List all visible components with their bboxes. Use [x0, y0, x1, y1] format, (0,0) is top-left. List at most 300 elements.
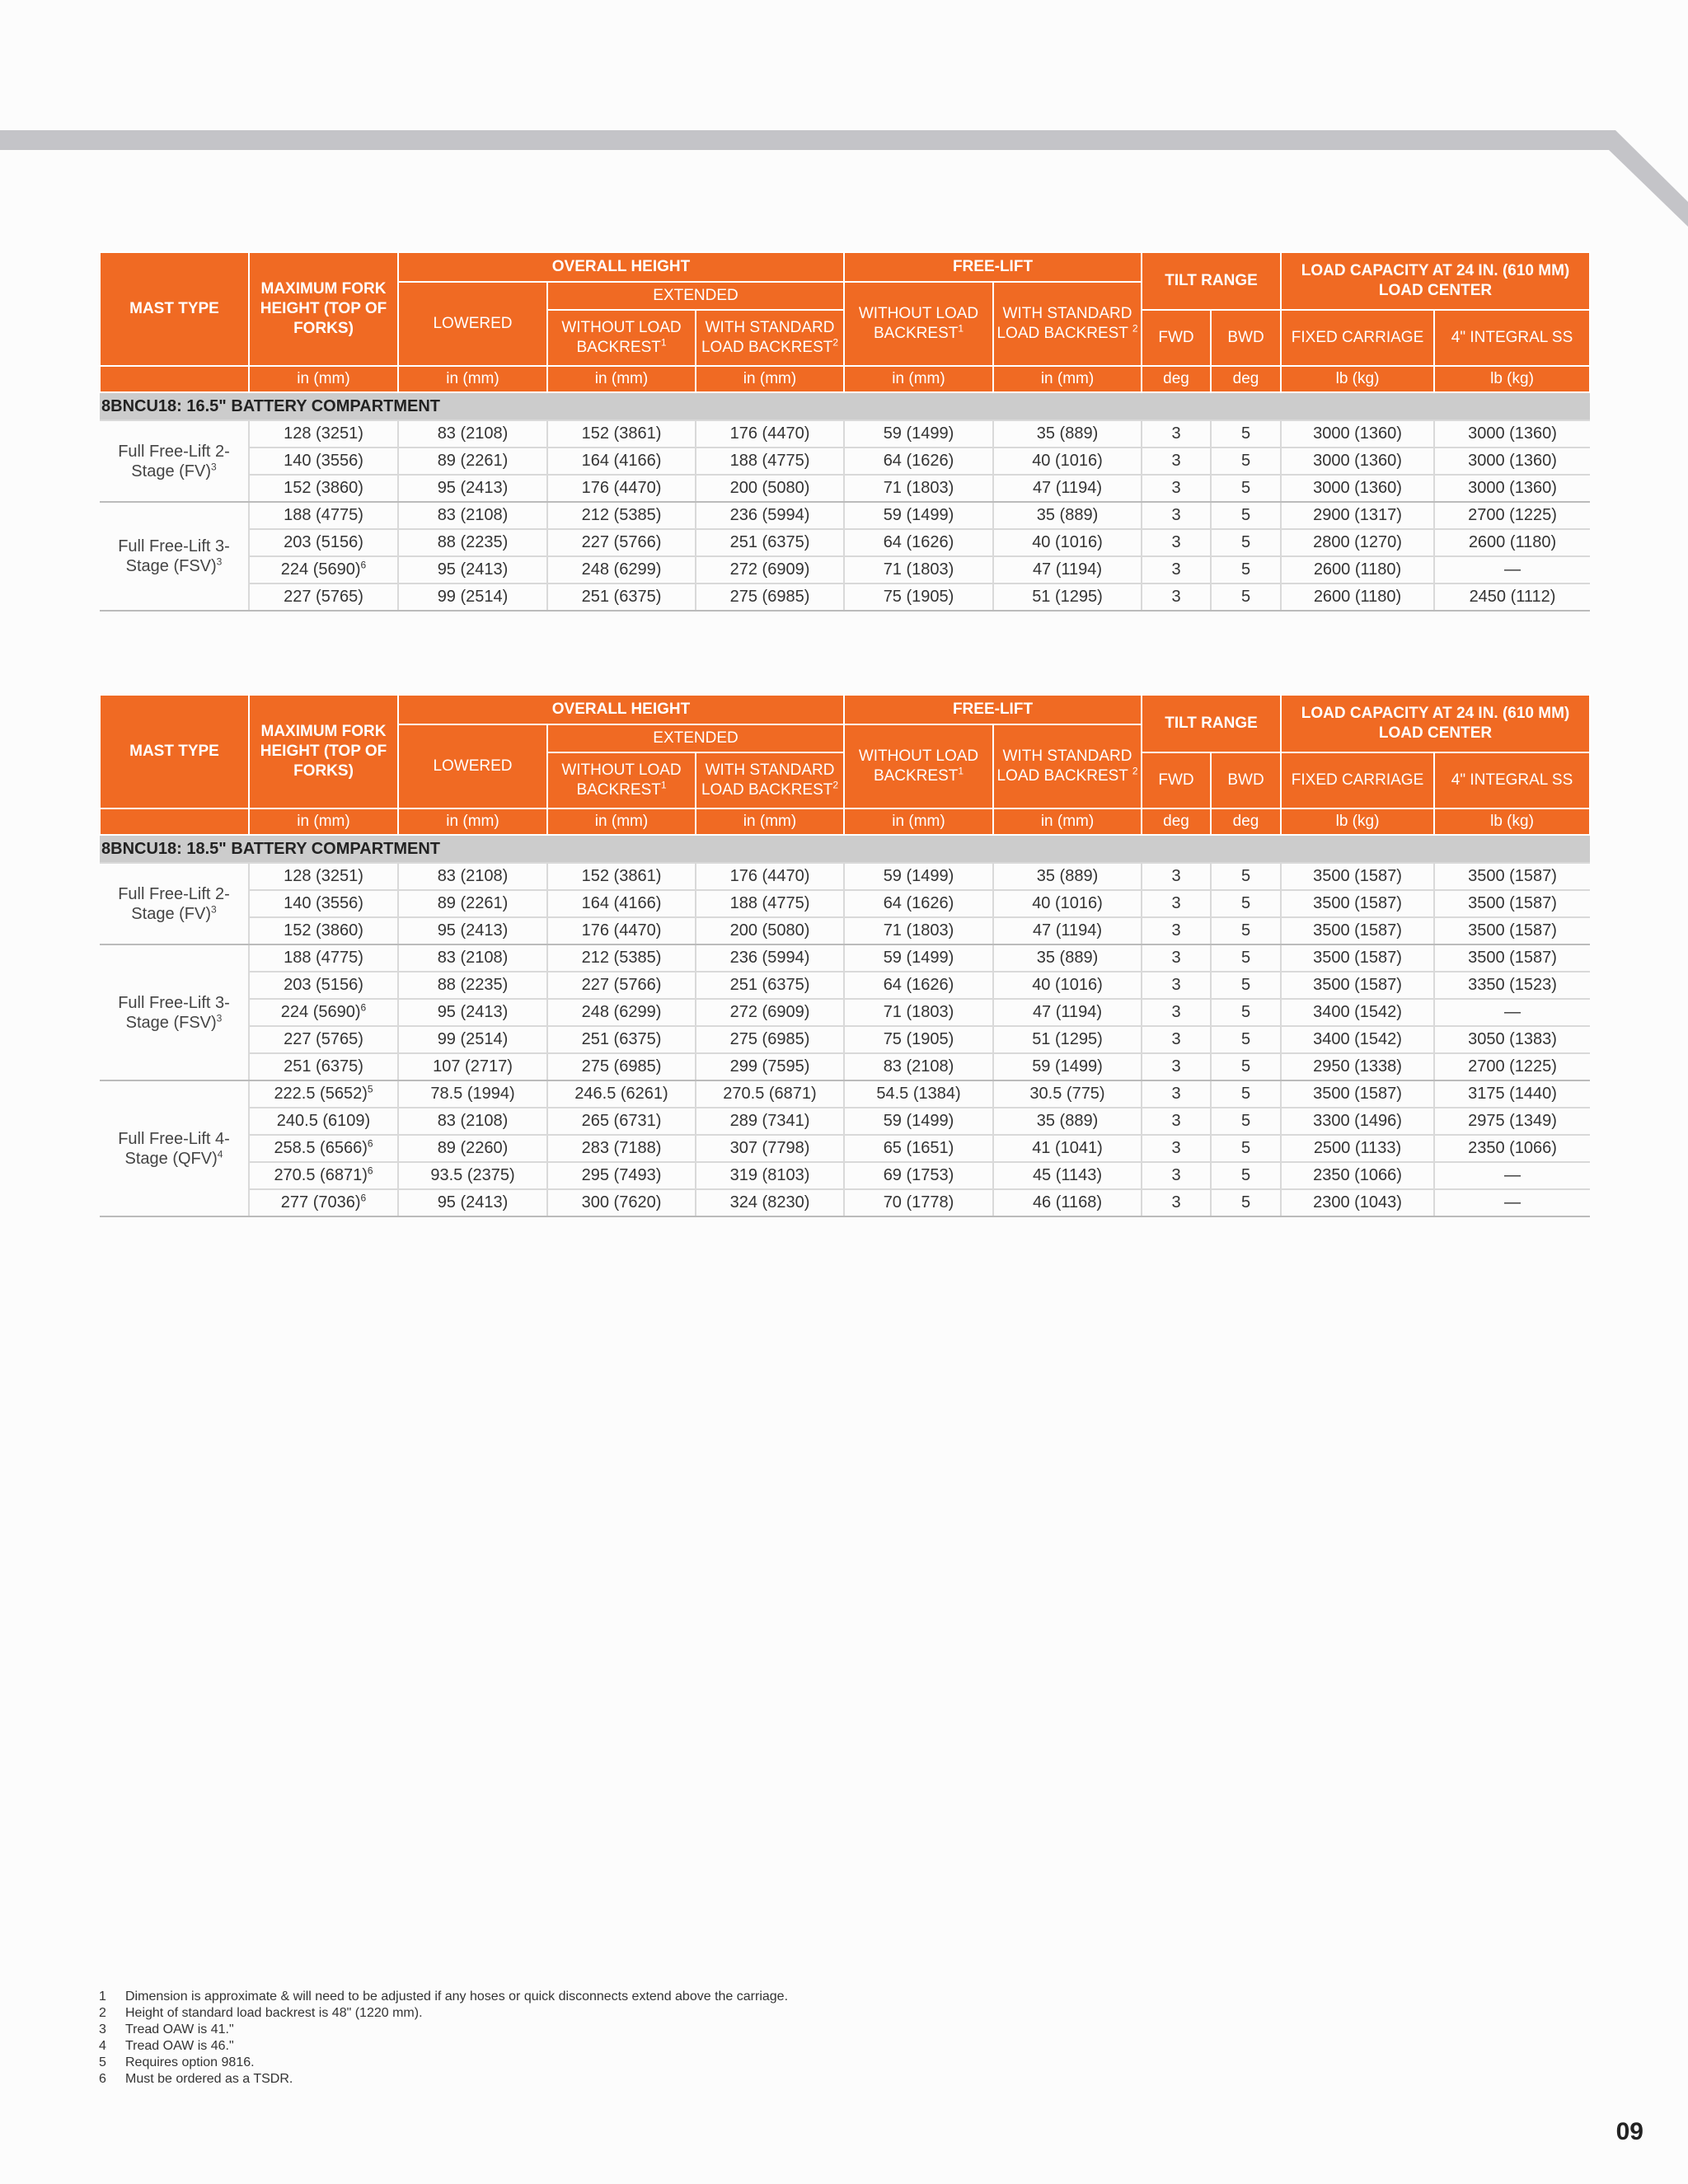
col-integral-ss: 4" INTEGRAL SS	[1434, 752, 1590, 808]
cell-value: 59 (1499)	[883, 1112, 954, 1130]
col-without-backrest	[547, 752, 696, 808]
table-cell	[1281, 529, 1434, 556]
table-cell	[993, 1162, 1142, 1189]
col-free-lift: FREE-LIFT	[844, 252, 1142, 282]
table-cell	[993, 890, 1142, 917]
unit-cell: deg	[1142, 808, 1211, 835]
table-cell	[398, 556, 547, 583]
cell-value: 59 (1499)	[883, 424, 954, 443]
col-fl-with-backrest	[993, 724, 1142, 808]
table-cell	[1434, 556, 1590, 583]
table-cell	[1281, 475, 1434, 502]
cell-value: 128 (3251)	[284, 424, 363, 443]
table-cell	[1434, 1080, 1590, 1108]
footnotes	[99, 1989, 1088, 2088]
col-fl-without-backrest	[844, 282, 993, 366]
footnote-ref: 1	[660, 779, 667, 791]
cell-value: 3	[1171, 588, 1181, 606]
col-load-capacity: LOAD CAPACITY AT 24 IN. (610 MM) LOAD CENTER	[1281, 695, 1590, 752]
table-cell	[696, 944, 844, 972]
cell-value: 224 (5690)	[280, 560, 361, 579]
cell-value: 2300 (1043)	[1313, 1193, 1402, 1212]
cell-value: 212 (5385)	[581, 949, 662, 967]
table-cell	[1142, 583, 1211, 611]
table-row	[100, 863, 1590, 890]
cell-value: 227 (5766)	[581, 976, 662, 994]
cell-value: 3	[1171, 949, 1181, 967]
cell-value: 95 (2413)	[437, 560, 509, 579]
cell-value: 41 (1041)	[1032, 1139, 1103, 1157]
table-cell	[1281, 1053, 1434, 1080]
table-cell	[398, 1080, 547, 1108]
table-cell	[844, 502, 993, 529]
col-fwd: FWD	[1142, 310, 1211, 366]
table-cell	[993, 944, 1142, 972]
cell-value: 89 (2261)	[437, 894, 509, 912]
col-fl-without-label: WITHOUT LOAD BACKREST	[858, 305, 979, 342]
table-cell	[1211, 1162, 1281, 1189]
table-cell	[547, 556, 696, 583]
table-cell	[1434, 999, 1590, 1026]
cell-value: 30.5 (775)	[1029, 1085, 1105, 1103]
mast-type-label: Full Free-Lift 4-Stage (QFV)	[118, 1129, 230, 1168]
cell-value: 65 (1651)	[883, 1139, 954, 1157]
table-cell	[844, 529, 993, 556]
cell-value: 270.5 (6871)	[723, 1085, 817, 1103]
spec-table-16-5	[99, 251, 1591, 612]
cell-value: 59 (1499)	[883, 506, 954, 524]
unit-cell: in (mm)	[398, 808, 547, 835]
table-cell	[547, 917, 696, 944]
mast-type-cell	[100, 944, 249, 1080]
table-cell	[1142, 917, 1211, 944]
table-row	[100, 556, 1590, 583]
col-mast-type: MAST TYPE	[100, 252, 249, 366]
col-bwd: BWD	[1211, 752, 1281, 808]
table-cell	[844, 448, 993, 475]
cell-value: 71 (1803)	[883, 1003, 954, 1021]
table-cell	[1434, 529, 1590, 556]
table-cell	[547, 529, 696, 556]
table-cell	[249, 1108, 398, 1135]
cell-value: 258.5 (6566)	[274, 1139, 368, 1157]
cell-value: 5	[1240, 1112, 1251, 1130]
table-cell	[1281, 999, 1434, 1026]
footnote-ref: 6	[360, 1192, 367, 1204]
footnote-ref: 6	[367, 1137, 373, 1150]
cell-value: 47 (1194)	[1032, 921, 1103, 940]
unit-cell: in (mm)	[398, 366, 547, 392]
cell-value: 5	[1240, 588, 1251, 606]
table-cell	[1434, 1189, 1590, 1216]
unit-cell: in (mm)	[696, 808, 844, 835]
cell-value: 2700 (1225)	[1468, 506, 1557, 524]
table-cell	[1281, 917, 1434, 944]
cell-value: 51 (1295)	[1032, 588, 1103, 606]
cell-value: 3	[1171, 976, 1181, 994]
footnote	[99, 2005, 1088, 2022]
table-cell	[993, 1108, 1142, 1135]
table-cell	[696, 1189, 844, 1216]
cell-value: 35 (889)	[1036, 1112, 1099, 1130]
cell-value: 64 (1626)	[883, 452, 954, 470]
cell-value: 251 (6375)	[729, 533, 810, 551]
cell-value: 224 (5690)	[280, 1003, 361, 1021]
cell-value: 203 (5156)	[284, 533, 363, 551]
table-cell	[1142, 1026, 1211, 1053]
cell-value: 3	[1171, 894, 1181, 912]
col-extended: EXTENDED	[547, 282, 844, 310]
table-cell	[696, 420, 844, 448]
table-cell	[398, 1135, 547, 1162]
table-cell	[696, 502, 844, 529]
unit-cell: in (mm)	[844, 808, 993, 835]
col-with-backrest	[696, 752, 844, 808]
cell-value: 3500 (1587)	[1313, 921, 1402, 940]
footnote	[99, 1989, 1088, 2005]
cell-value: 40 (1016)	[1032, 894, 1103, 912]
table-cell	[993, 583, 1142, 611]
cell-value: 71 (1803)	[883, 560, 954, 579]
table-cell	[249, 556, 398, 583]
cell-value: 3	[1171, 1112, 1181, 1130]
table-cell	[1281, 583, 1434, 611]
table-cell	[398, 863, 547, 890]
spec-table-18-5	[99, 694, 1591, 1217]
table-cell	[1281, 1135, 1434, 1162]
cell-value: 2500 (1133)	[1313, 1139, 1402, 1157]
footnote-number: 2	[99, 2006, 106, 2020]
table-cell	[547, 502, 696, 529]
cell-value: 152 (3860)	[284, 479, 363, 497]
table-cell	[249, 475, 398, 502]
cell-value: 270.5 (6871)	[274, 1166, 368, 1184]
mast-type-cell	[100, 863, 249, 944]
cell-value: 3000 (1360)	[1468, 479, 1557, 497]
table-cell	[993, 448, 1142, 475]
cell-value: 83 (2108)	[437, 867, 509, 885]
cell-value: 95 (2413)	[437, 921, 509, 940]
cell-value: 3400 (1542)	[1313, 1030, 1402, 1048]
table-cell	[1211, 1053, 1281, 1080]
footnote-ref: 2	[1132, 322, 1138, 335]
col-max-fork-height: MAXIMUM FORK HEIGHT (TOP OF FORKS)	[249, 252, 398, 366]
cell-value: 324 (8230)	[729, 1193, 810, 1212]
footnote	[99, 2055, 1088, 2071]
table-cell	[1434, 1108, 1590, 1135]
cell-value: 5	[1240, 1057, 1251, 1076]
section-row	[100, 392, 1590, 420]
table-cell	[1211, 448, 1281, 475]
section-title: 8BNCU18: 18.5" BATTERY COMPARTMENT	[100, 835, 1590, 863]
col-lowered: LOWERED	[398, 282, 547, 366]
table-cell	[1281, 1189, 1434, 1216]
table-cell	[1211, 863, 1281, 890]
cell-value: 289 (7341)	[729, 1112, 810, 1130]
cell-value: 3	[1171, 867, 1181, 885]
cell-value: 5	[1240, 1193, 1251, 1212]
footnote-text: Requires option 9816.	[125, 2055, 255, 2069]
cell-value: 95 (2413)	[437, 1003, 509, 1021]
table-cell	[1142, 972, 1211, 999]
table-cell	[844, 1053, 993, 1080]
cell-value: 47 (1194)	[1032, 479, 1103, 497]
table-cell	[398, 583, 547, 611]
cell-value: 95 (2413)	[437, 1193, 509, 1212]
cell-value: 3	[1171, 506, 1181, 524]
table-cell	[547, 420, 696, 448]
table-cell	[696, 1053, 844, 1080]
footnote-number: 4	[99, 2039, 106, 2053]
table-row	[100, 1189, 1590, 1216]
col-tilt-range: TILT RANGE	[1142, 695, 1281, 752]
cell-value: 75 (1905)	[883, 1030, 954, 1048]
table-row	[100, 917, 1590, 944]
table-cell	[249, 1162, 398, 1189]
cell-value: 5	[1240, 976, 1251, 994]
footnote-number: 3	[99, 2022, 106, 2036]
cell-value: 3400 (1542)	[1313, 1003, 1402, 1021]
table-cell	[1281, 1080, 1434, 1108]
table-row	[100, 999, 1590, 1026]
cell-value: 3500 (1587)	[1468, 867, 1557, 885]
cell-value: 89 (2261)	[437, 452, 509, 470]
table-cell	[1281, 944, 1434, 972]
footnote-text: Tread OAW is 46."	[125, 2039, 234, 2053]
cell-value: 3000 (1360)	[1313, 424, 1402, 443]
table-cell	[1142, 556, 1211, 583]
unit-cell: in (mm)	[696, 366, 844, 392]
footnote-text: Height of standard load backrest is 48" (1220 mm).	[125, 2006, 423, 2020]
table-cell	[993, 420, 1142, 448]
table-cell	[1434, 917, 1590, 944]
table-cell	[547, 1162, 696, 1189]
table-cell	[1434, 475, 1590, 502]
table-cell	[398, 502, 547, 529]
cell-value: 3	[1171, 1030, 1181, 1048]
table-cell	[1211, 1135, 1281, 1162]
footnote	[99, 2071, 1088, 2088]
table-cell	[547, 1026, 696, 1053]
cell-value: 69 (1753)	[883, 1166, 954, 1184]
col-fl-without-backrest	[844, 724, 993, 808]
col-without-label: WITHOUT LOAD BACKREST	[561, 319, 682, 356]
table-cell	[1211, 1189, 1281, 1216]
cell-value: 83 (2108)	[883, 1057, 954, 1076]
cell-value: 40 (1016)	[1032, 976, 1103, 994]
table-cell	[1211, 917, 1281, 944]
cell-value: 3	[1171, 921, 1181, 940]
table-cell	[1281, 448, 1434, 475]
cell-value: 35 (889)	[1036, 424, 1099, 443]
table-cell	[1281, 1026, 1434, 1053]
table-cell	[1211, 1108, 1281, 1135]
unit-cell: in (mm)	[993, 808, 1142, 835]
cell-value: 176 (4470)	[581, 921, 662, 940]
table-cell	[249, 420, 398, 448]
cell-value: 5	[1240, 452, 1251, 470]
cell-value: 5	[1240, 894, 1251, 912]
cell-value: —	[1504, 1193, 1522, 1212]
cell-value: 152 (3860)	[284, 921, 363, 940]
table-cell	[696, 556, 844, 583]
table-cell	[1211, 999, 1281, 1026]
table-cell	[844, 917, 993, 944]
table-cell	[249, 583, 398, 611]
footnote-ref: 1	[958, 765, 964, 777]
col-fl-with-label: WITH STANDARD LOAD BACKREST	[996, 748, 1132, 785]
table-cell	[844, 420, 993, 448]
cell-value: 75 (1905)	[883, 588, 954, 606]
table-cell	[844, 1189, 993, 1216]
table-cell	[249, 890, 398, 917]
table-cell	[993, 1026, 1142, 1053]
cell-value: 188 (4775)	[284, 506, 363, 524]
section-row	[100, 835, 1590, 863]
cell-value: 236 (5994)	[729, 506, 810, 524]
table-cell	[249, 529, 398, 556]
unit-cell: deg	[1211, 808, 1281, 835]
cell-value: 3350 (1523)	[1468, 976, 1557, 994]
table-cell	[993, 475, 1142, 502]
cell-value: 5	[1240, 479, 1251, 497]
mast-type-cell	[100, 1080, 249, 1216]
table-cell	[547, 944, 696, 972]
cell-value: 71 (1803)	[883, 479, 954, 497]
cell-value: 275 (6985)	[581, 1057, 662, 1076]
cell-value: 3	[1171, 424, 1181, 443]
cell-value: 3175 (1440)	[1468, 1085, 1557, 1103]
cell-value: 222.5 (5652)	[274, 1085, 368, 1103]
cell-value: 140 (3556)	[284, 894, 363, 912]
table-cell	[844, 475, 993, 502]
table-cell	[249, 863, 398, 890]
table-cell	[993, 972, 1142, 999]
table-row	[100, 1108, 1590, 1135]
cell-value: 319 (8103)	[729, 1166, 810, 1184]
footnote-ref: 2	[832, 336, 839, 349]
table-body	[100, 392, 1590, 611]
table-cell	[1211, 556, 1281, 583]
cell-value: 35 (889)	[1036, 949, 1099, 967]
cell-value: 3050 (1383)	[1468, 1030, 1557, 1048]
table-cell	[249, 1135, 398, 1162]
table-cell	[1434, 890, 1590, 917]
cell-value: 203 (5156)	[284, 976, 363, 994]
table-cell	[249, 944, 398, 972]
cell-value: 5	[1240, 867, 1251, 885]
footnote-ref: 6	[367, 1165, 373, 1177]
table-row	[100, 1162, 1590, 1189]
table-cell	[696, 448, 844, 475]
table-cell	[249, 972, 398, 999]
cell-value: 3	[1171, 452, 1181, 470]
cell-value: 5	[1240, 1139, 1251, 1157]
cell-value: 246.5 (6261)	[574, 1085, 668, 1103]
page-number: 09	[1615, 2118, 1643, 2145]
footnote-ref: 3	[211, 460, 217, 472]
footnote-text: Dimension is approximate & will need to be adjusted if any hoses or quick disconnects extend above the carriage.	[125, 1990, 789, 2004]
cell-value: 236 (5994)	[729, 949, 810, 967]
table-cell	[1211, 1026, 1281, 1053]
footnote-text: Must be ordered as a TSDR.	[125, 2072, 293, 2086]
table-cell	[1142, 1053, 1211, 1080]
table-cell	[398, 944, 547, 972]
cell-value: 54.5 (1384)	[876, 1085, 961, 1103]
cell-value: 188 (4775)	[284, 949, 363, 967]
cell-value: 64 (1626)	[883, 976, 954, 994]
cell-value: 140 (3556)	[284, 452, 363, 470]
cell-value: 40 (1016)	[1032, 452, 1103, 470]
table-cell	[696, 999, 844, 1026]
table-cell	[1211, 944, 1281, 972]
footnote-ref: 4	[217, 1147, 223, 1160]
cell-value: 176 (4470)	[729, 424, 810, 443]
col-overall-height: OVERALL HEIGHT	[398, 695, 844, 724]
table-cell	[844, 999, 993, 1026]
footnote-number: 5	[99, 2055, 106, 2069]
cell-value: 83 (2108)	[437, 506, 509, 524]
col-fwd: FWD	[1142, 752, 1211, 808]
table-cell	[1281, 420, 1434, 448]
cell-value: 3500 (1587)	[1313, 1085, 1402, 1103]
cell-value: 176 (4470)	[581, 479, 662, 497]
cell-value: 83 (2108)	[437, 424, 509, 443]
table-cell	[1142, 999, 1211, 1026]
cell-value: 248 (6299)	[581, 1003, 662, 1021]
cell-value: 2600 (1180)	[1313, 588, 1402, 606]
footnote-ref: 3	[216, 1011, 223, 1024]
cell-value: 251 (6375)	[581, 588, 662, 606]
table-body	[100, 835, 1590, 1216]
cell-value: 212 (5385)	[581, 506, 662, 524]
table-cell	[398, 448, 547, 475]
footnote-ref: 2	[832, 779, 839, 791]
table-cell	[993, 1189, 1142, 1216]
unit-cell: in (mm)	[547, 366, 696, 392]
cell-value: 71 (1803)	[883, 921, 954, 940]
table-cell	[398, 1162, 547, 1189]
col-lowered: LOWERED	[398, 724, 547, 808]
col-overall-height: OVERALL HEIGHT	[398, 252, 844, 282]
cell-value: 3500 (1587)	[1313, 894, 1402, 912]
table-cell	[696, 1162, 844, 1189]
cell-value: 299 (7595)	[729, 1057, 810, 1076]
table-row	[100, 448, 1590, 475]
cell-value: 5	[1240, 1166, 1251, 1184]
table-cell	[993, 1135, 1142, 1162]
cell-value: 3000 (1360)	[1313, 452, 1402, 470]
table-cell	[1142, 448, 1211, 475]
cell-value: 5	[1240, 560, 1251, 579]
cell-value: 128 (3251)	[284, 867, 363, 885]
cell-value: 240.5 (6109)	[276, 1112, 371, 1130]
table-cell	[1211, 583, 1281, 611]
table-cell	[696, 1108, 844, 1135]
table-cell	[1142, 890, 1211, 917]
table-row	[100, 944, 1590, 972]
table-cell	[1281, 502, 1434, 529]
cell-value: 227 (5766)	[581, 533, 662, 551]
table-cell	[696, 1135, 844, 1162]
table-cell	[1281, 890, 1434, 917]
table-cell	[547, 1053, 696, 1080]
table-cell	[1434, 1026, 1590, 1053]
cell-value: 70 (1778)	[883, 1193, 954, 1212]
cell-value: 47 (1194)	[1032, 1003, 1103, 1021]
table-cell	[1142, 1135, 1211, 1162]
col-tilt-range: TILT RANGE	[1142, 252, 1281, 310]
